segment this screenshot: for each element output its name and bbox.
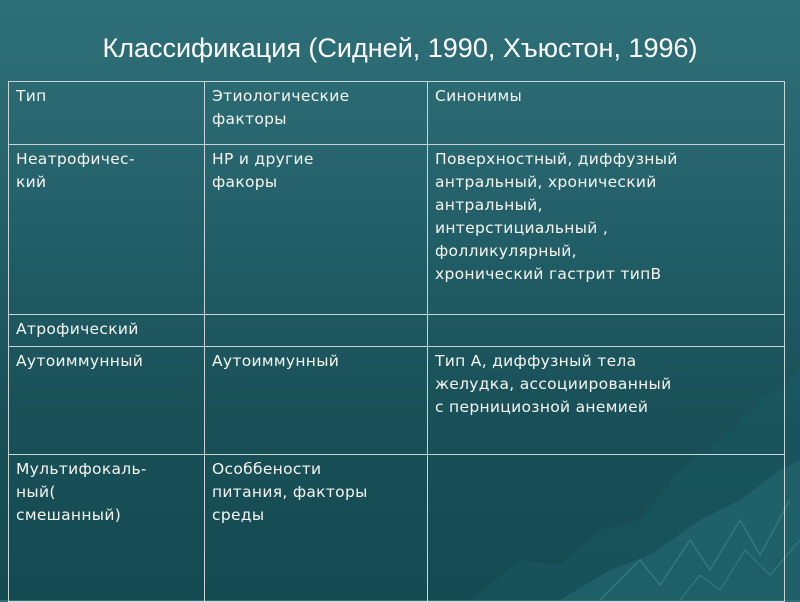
- table-cell-synonyms: [428, 315, 785, 347]
- table-row: [9, 145, 785, 315]
- table-cell-type: Атрофический: [9, 315, 205, 347]
- header-cell-synonyms: Синонимы: [428, 82, 785, 145]
- table-row: [9, 455, 785, 602]
- table-cell-synonyms: [428, 455, 785, 602]
- header-cell-etiology: Этиологические факторы: [205, 82, 428, 145]
- slide-title: Классификация (Сидней, 1990, Хъюстон, 1996): [102, 33, 698, 63]
- table-header-row: [9, 82, 785, 145]
- table-row: [9, 315, 785, 347]
- table-cell-etiology: HP и другие факоры: [205, 145, 428, 315]
- classification-table: [8, 81, 785, 602]
- table-cell-synonyms: Тип А, диффузный тела желудка, ассоциированный с пернициозной анемией: [428, 347, 785, 455]
- table-cell-etiology: Аутоиммунный: [205, 347, 428, 455]
- table-cell-type: Неатрофичес- кий: [9, 145, 205, 315]
- header-cell-type: Тип: [9, 82, 205, 145]
- table-cell-type: Аутоиммунный: [9, 347, 205, 455]
- table-cell-etiology: [205, 315, 428, 347]
- table-row: [9, 347, 785, 455]
- table-cell-type: Мультифокаль- ный( смешанный): [9, 455, 205, 602]
- table-cell-etiology: Особбености питания, факторы среды: [205, 455, 428, 602]
- table-cell-synonyms: Поверхностный, диффузный антральный, хронический антральный, интерстициальный , фолликулярный, хронический гастрит типВ: [428, 145, 785, 315]
